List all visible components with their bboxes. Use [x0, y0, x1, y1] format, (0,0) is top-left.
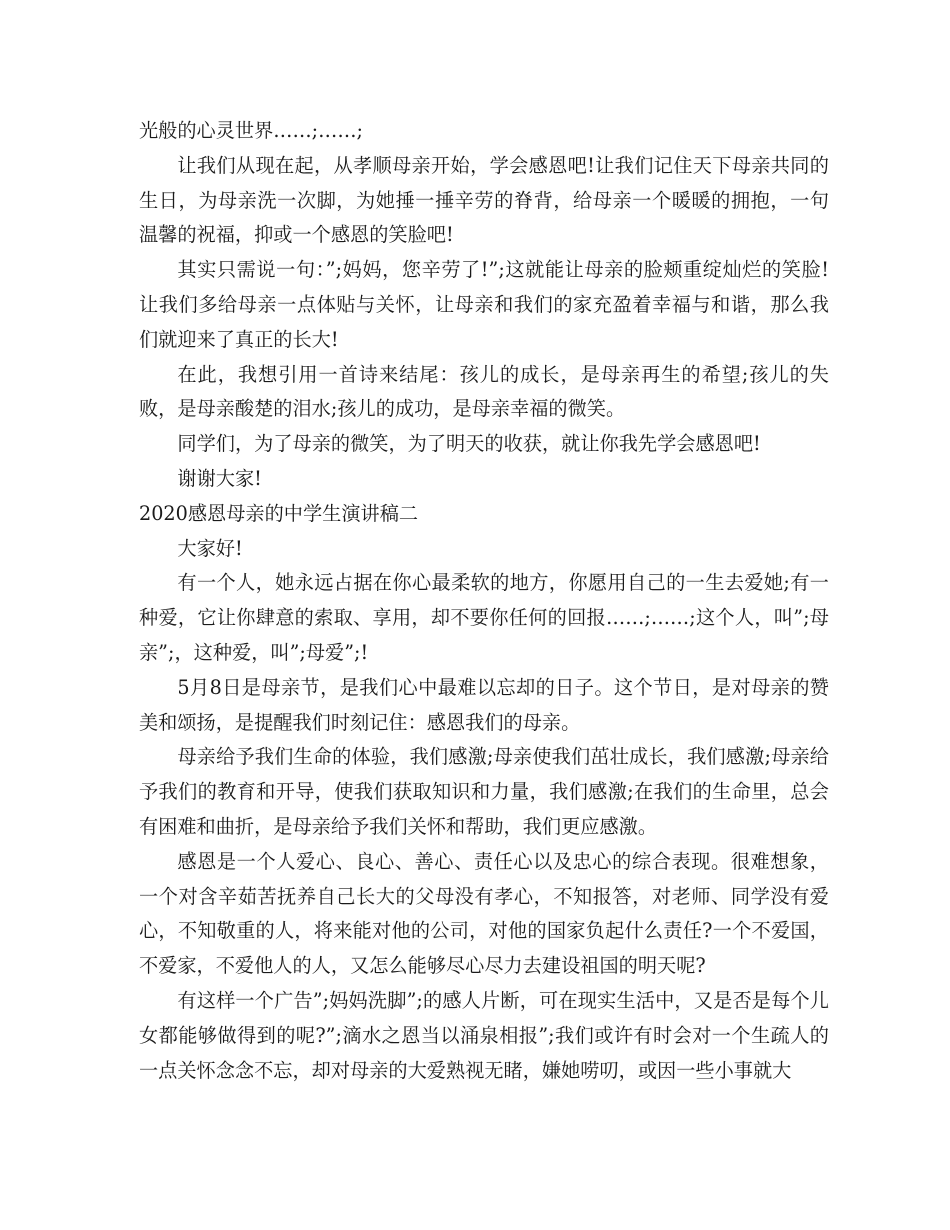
- paragraph-continuation: 光般的心灵世界……;……;: [139, 119, 363, 142]
- document-body: [139, 114, 829, 1088]
- paragraph: 有一个人，她永远占据在你心最柔软的地方，你愿用自己的一生去爱她;有一种爱，它让你肆意的索取、享用，却不要你任何的回报……;……;这个人，叫”;母亲”;，这种爱，叫”;母爱”;!: [139, 571, 829, 664]
- paragraph: 母亲给予我们生命的体验，我们感激;母亲使我们茁壮成长，我们感激;母亲给予我们的教育和开导，使我们获取知识和力量，我们感激;在我们的生命里，总会有困难和曲折，是母亲给予我们关怀和帮助，我们更应感激。: [139, 745, 829, 838]
- paragraph: 其实只需说一句：”;妈妈，您辛劳了!”;这就能让母亲的脸颊重绽灿烂的笑脸!让我们多给母亲一点体贴与关怀，让母亲和我们的家充盈着幸福与和谐，那么我们就迎来了真正的长大!: [139, 258, 829, 351]
- paragraph: 感恩是一个人爱心、良心、善心、责任心以及忠心的综合表现。很难想象，一个对含辛茹苦抚养自己长大的父母没有孝心，不知报答，对老师、同学没有爱心，不知敬重的人，将来能对他的公司，对他的国家负起什么责任?一个不爱国，不爱家，不爱他人的人，又怎么能够尽心尽力去建设祖国的明天呢?: [139, 849, 829, 978]
- paragraph: 同学们，为了母亲的微笑，为了明天的收获，就让你我先学会感恩吧!: [177, 432, 761, 456]
- paragraph: 有这样一个广告”;妈妈洗脚”;的感人片断，可在现实生活中，又是否是每个儿女都能够做得到的呢?”;滴水之恩当以涌泉相报”;我们或许有时会对一个生疏人的一点关怀念念不忘，却对母亲的大爱熟视无睹，嫌她唠叨，或因一些小事就大: [139, 988, 829, 1082]
- greeting: 大家好!: [177, 536, 243, 560]
- paragraph: 在此，我想引用一首诗来结尾：孩儿的成长，是母亲再生的希望;孩儿的失败，是母亲酸楚的泪水;孩儿的成功，是母亲幸福的微笑。: [139, 362, 829, 421]
- paragraph: 让我们从现在起，从孝顺母亲开始，学会感恩吧!让我们记住天下母亲共同的生日，为母亲洗一次脚，为她捶一捶辛劳的脊背，给母亲一个暖暖的拥抱，一句温馨的祝福，抑或一个感恩的笑脸吧!: [139, 153, 829, 247]
- paragraph: 谢谢大家!: [177, 466, 262, 490]
- section-heading: 2020感恩母亲的中学生演讲稿二: [139, 501, 419, 525]
- paragraph: 5月8日是母亲节，是我们心中最难以忘却的日子。这个节日，是对母亲的赞美和颂扬，是提醒我们时刻记住：感恩我们的母亲。: [139, 675, 829, 734]
